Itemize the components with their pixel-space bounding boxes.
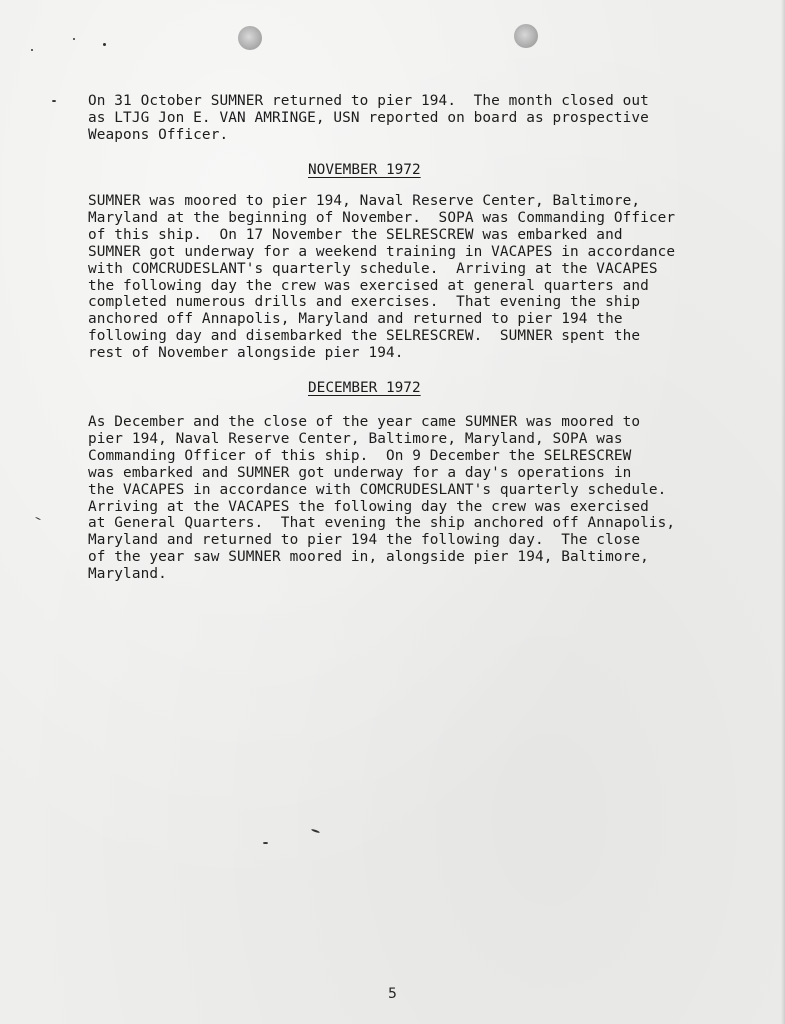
scan-speck <box>311 829 320 834</box>
punch-hole-left <box>238 26 262 50</box>
heading-december-1972: DECEMBER 1972 <box>308 380 421 396</box>
page-edge-shadow <box>781 0 785 1024</box>
scan-speck <box>73 38 75 40</box>
paragraph-december: As December and the close of the year came SUMNER was moored to pier 194, Naval Reserve Center, Baltimore, Maryland, SOPA was Commanding Officer of this ship. On 9 December the SELRESCREW was embarked and SUMNER got underway for a day's operations in the VACAPES in accordance with COMCRUDESLANT's quarterly schedule. Arriving at the VACAPES the following day the crew was exercised at General Quarters. That evening the ship anchored off Annapolis, Maryland and returned to pier 194 the following day. The close of the year saw SUMNER moored in, alongside pier 194, Baltimore, Maryland. <box>88 414 676 583</box>
page-number: 5 <box>388 986 397 1002</box>
punch-hole-right <box>514 24 538 48</box>
paragraph-october-end: On 31 October SUMNER returned to pier 194. The month closed out as LTJG Jon E. VAN AMRINGE, USN reported on board as prospective Weapons Officer. <box>88 93 649 143</box>
scan-speck <box>31 49 33 51</box>
scan-speck <box>263 842 268 844</box>
scan-speck <box>35 517 41 520</box>
scan-speck <box>103 43 106 46</box>
scan-speck <box>52 100 56 102</box>
paragraph-november: SUMNER was moored to pier 194, Naval Reserve Center, Baltimore, Maryland at the beginning of November. SOPA was Commanding Officer of this ship. On 17 November the SELRESCREW was embarked and SUMNER got underway for a weekend training in VACAPES in accordance with COMCRUDESLANT's quarterly schedule. Arriving at the VACAPES the following day the crew was exercised at general quarters and completed numerous drills and exercises. That evening the ship anchored off Annapolis, Maryland and returned to pier 194 the following day and disembarked the SELRESCREW. SUMNER spent the rest of November alongside pier 194. <box>88 193 676 362</box>
heading-november-1972: NOVEMBER 1972 <box>308 162 421 178</box>
